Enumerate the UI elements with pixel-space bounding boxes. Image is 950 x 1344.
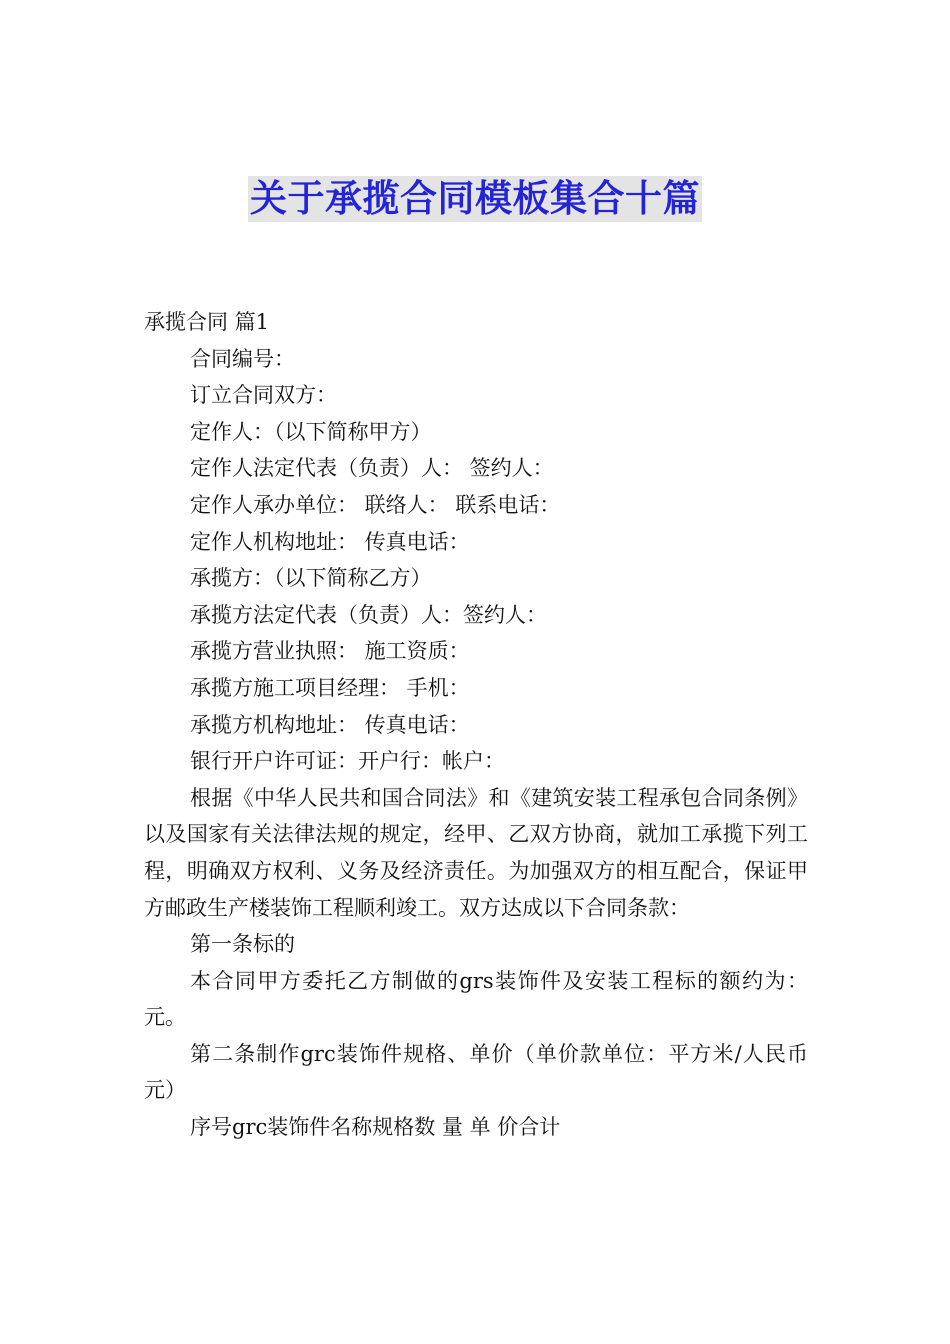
paragraph: 订立合同双方： xyxy=(190,383,337,408)
paragraph: 第二条制作grc装饰件规格、单价（单价款单位：平方米/人民币元） xyxy=(144,1041,808,1103)
paragraph: 定作人机构地址： 传真电话： xyxy=(190,529,470,554)
document-body xyxy=(144,304,808,1146)
document-title: 关于承揽合同模板集合十篇 xyxy=(250,177,700,220)
title-container xyxy=(0,176,950,222)
paragraph: 第一条标的 xyxy=(190,932,295,957)
paragraph: 定作人承办单位： 联络人： 联系电话： xyxy=(190,492,561,517)
paragraph: 定作人法定代表（负责）人： 签约人： xyxy=(190,456,554,481)
paragraph: 本合同甲方委托乙方制做的grs装饰件及安装工程标的额约为：元。 xyxy=(144,968,808,1030)
paragraph: 承揽方机构地址： 传真电话： xyxy=(190,712,470,737)
paragraph: 承揽方施工项目经理： 手机： xyxy=(190,675,470,700)
paragraph: 序号grc装饰件名称规格数 量 单 价合计 xyxy=(190,1115,561,1140)
paragraph: 定作人：（以下简称甲方） xyxy=(190,419,432,444)
paragraph: 承揽方法定代表（负责）人：签约人： xyxy=(190,602,547,627)
paragraph: 根据《中华人民共和国合同法》和《建筑安装工程承包合同条例》以及国家有关法律法规的规定，经甲、乙双方协商，就加工承揽下列工程，明确双方权利、义务及经济责任。为加强双方的相互配合，保证甲方邮政生产楼装饰工程顺利竣工。双方达成以下合同条款： xyxy=(144,785,808,920)
paragraph: 承揽方：（以下简称乙方） xyxy=(190,566,432,591)
paragraph: 银行开户许可证：开户行：帐户： xyxy=(190,749,505,774)
paragraph: 合同编号： xyxy=(190,346,295,371)
section-heading: 承揽合同 篇1 xyxy=(144,310,270,334)
paragraph: 承揽方营业执照： 施工资质： xyxy=(190,639,470,664)
